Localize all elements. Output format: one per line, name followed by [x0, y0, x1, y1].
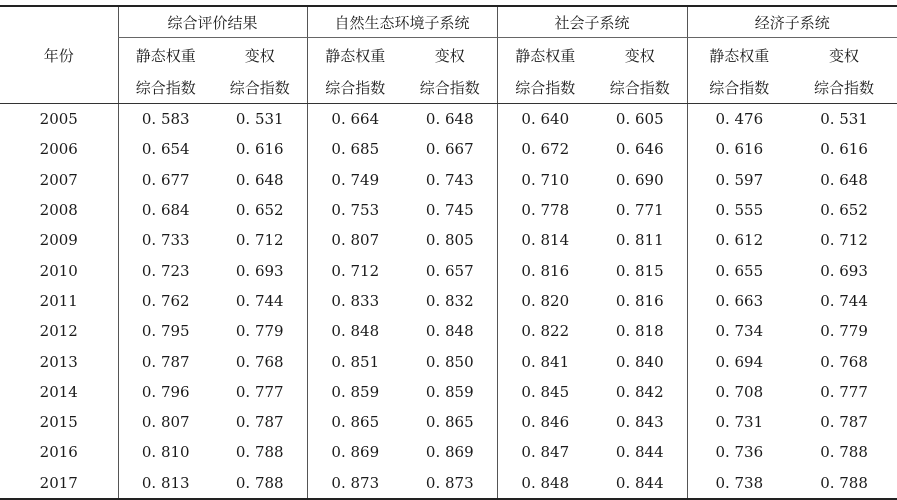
- value-cell: 0. 723: [118, 255, 213, 285]
- value-cell: 0. 844: [593, 468, 687, 499]
- table-row: [0, 316, 897, 346]
- value-cell: 0. 842: [615, 382, 664, 401]
- value-cell: 0. 811: [615, 231, 664, 250]
- value-cell: 0. 777: [235, 382, 284, 401]
- year-header: 年份: [0, 6, 118, 104]
- value-cell: 0. 616: [235, 140, 284, 159]
- group-header-overall: 综合评价结果: [118, 6, 307, 38]
- value-cell: 0. 820: [497, 286, 593, 316]
- year-cell: 2010: [39, 261, 78, 280]
- year-cell: 2011: [39, 291, 78, 310]
- value-cell: 0. 788: [820, 443, 868, 462]
- value-cell: 0. 779: [820, 322, 868, 341]
- table-row: [0, 104, 897, 135]
- value-cell: 0. 733: [118, 225, 213, 255]
- value-cell: 0. 694: [687, 346, 791, 376]
- value-cell: 0. 640: [497, 104, 593, 135]
- value-cell: 0. 848: [497, 468, 593, 499]
- value-cell: 0. 652: [235, 201, 284, 220]
- value-cell: 0. 616: [687, 134, 791, 164]
- value-cell: 0. 795: [118, 316, 213, 346]
- evaluation-table: [0, 5, 897, 500]
- value-cell: 0. 873: [307, 468, 403, 499]
- value-cell: 0. 771: [615, 201, 664, 220]
- value-cell: 0. 841: [497, 346, 593, 376]
- value-cell: 0. 787: [820, 413, 868, 432]
- value-cell: 0. 743: [425, 170, 474, 189]
- value-cell: 0. 654: [118, 134, 213, 164]
- value-cell: 0. 810: [118, 437, 213, 467]
- value-cell: 0. 744: [820, 291, 868, 310]
- value-cell: 0. 612: [687, 225, 791, 255]
- value-cell: 0. 845: [497, 377, 593, 407]
- value-cell: 0. 712: [307, 255, 403, 285]
- value-cell: 0. 731: [687, 407, 791, 437]
- value-cell: 0. 865: [425, 413, 474, 432]
- value-cell: 0. 677: [118, 165, 213, 195]
- value-cell: 0. 690: [615, 170, 664, 189]
- value-cell: 0. 818: [615, 322, 664, 341]
- table-row: [0, 377, 897, 407]
- value-cell: 0. 848: [307, 316, 403, 346]
- value-cell: 0. 813: [118, 468, 213, 499]
- value-cell: 0. 605: [615, 110, 664, 129]
- value-cell: 0. 788: [791, 468, 897, 499]
- value-cell: 0. 684: [118, 195, 213, 225]
- value-cell: 0. 476: [687, 104, 791, 135]
- value-cell: 0. 787: [118, 346, 213, 376]
- value-cell: 0. 667: [425, 140, 474, 159]
- table-row: [0, 225, 897, 255]
- value-cell: 0. 648: [425, 110, 474, 129]
- value-cell: 0. 712: [235, 231, 284, 250]
- composite-index-header: 综合指数: [118, 72, 213, 104]
- table-row: [0, 195, 897, 225]
- value-cell: 0. 815: [615, 261, 664, 280]
- static-weight-header: 静态权重: [687, 38, 791, 73]
- value-cell: 0. 753: [307, 195, 403, 225]
- variable-weight-header: 变权: [434, 46, 465, 65]
- value-cell: 0. 859: [307, 377, 403, 407]
- composite-index-header: 综合指数: [307, 72, 403, 104]
- value-cell: 0. 531: [235, 110, 284, 129]
- value-cell: 0. 844: [615, 443, 664, 462]
- value-cell: 0. 833: [307, 286, 403, 316]
- table-row: [0, 468, 897, 499]
- static-weight-header: 静态权重: [118, 38, 213, 73]
- value-cell: 0. 851: [307, 346, 403, 376]
- value-cell: 0. 685: [307, 134, 403, 164]
- value-cell: 0. 869: [425, 443, 474, 462]
- value-cell: 0. 805: [425, 231, 474, 250]
- value-cell: 0. 816: [497, 255, 593, 285]
- year-cell: 2015: [39, 413, 78, 432]
- value-cell: 0. 843: [615, 413, 664, 432]
- value-cell: 0. 865: [307, 407, 403, 437]
- value-cell: 0. 779: [235, 322, 284, 341]
- table-row: [0, 346, 897, 376]
- year-cell: 2014: [39, 382, 78, 401]
- year-cell: 2007: [39, 170, 78, 189]
- value-cell: 0. 778: [497, 195, 593, 225]
- value-cell: 0. 846: [497, 407, 593, 437]
- value-cell: 0. 850: [425, 352, 474, 371]
- variable-weight-header: 变权: [244, 46, 275, 65]
- table-row: [0, 165, 897, 195]
- value-cell: 0. 796: [118, 377, 213, 407]
- value-cell: 0. 646: [615, 140, 664, 159]
- value-cell: 0. 745: [425, 201, 474, 220]
- composite-index-header: 综合指数: [791, 72, 897, 104]
- value-cell: 0. 663: [687, 286, 791, 316]
- value-cell: 0. 693: [820, 261, 868, 280]
- value-cell: 0. 749: [307, 165, 403, 195]
- year-cell: 2009: [39, 231, 78, 250]
- value-cell: 0. 816: [615, 291, 664, 310]
- variable-weight-header: 变权: [829, 46, 860, 65]
- value-cell: 0. 768: [820, 352, 868, 371]
- value-cell: 0. 832: [425, 291, 474, 310]
- value-cell: 0. 738: [687, 468, 791, 499]
- value-cell: 0. 652: [820, 201, 868, 220]
- value-cell: 0. 807: [307, 225, 403, 255]
- variable-weight-header: 变权: [624, 46, 655, 65]
- table-row: [0, 286, 897, 316]
- composite-index-header: 综合指数: [403, 72, 497, 104]
- composite-index-header: 综合指数: [213, 72, 307, 104]
- value-cell: 0. 788: [213, 468, 307, 499]
- table-row: [0, 134, 897, 164]
- value-cell: 0. 655: [687, 255, 791, 285]
- value-cell: 0. 693: [235, 261, 284, 280]
- composite-index-header: 综合指数: [593, 72, 687, 104]
- composite-index-header: 综合指数: [687, 72, 791, 104]
- value-cell: 0. 648: [235, 170, 284, 189]
- value-cell: 0. 777: [820, 382, 868, 401]
- year-cell: 2012: [39, 322, 78, 341]
- value-cell: 0. 583: [118, 104, 213, 135]
- value-cell: 0. 847: [497, 437, 593, 467]
- year-cell: 2017: [0, 468, 118, 499]
- year-cell: 2008: [39, 201, 78, 220]
- value-cell: 0. 597: [687, 165, 791, 195]
- value-cell: 0. 531: [820, 110, 868, 129]
- value-cell: 0. 555: [687, 195, 791, 225]
- value-cell: 0. 787: [235, 413, 284, 432]
- value-cell: 0. 736: [687, 437, 791, 467]
- value-cell: 0. 616: [820, 140, 868, 159]
- value-cell: 0. 710: [497, 165, 593, 195]
- value-cell: 0. 869: [307, 437, 403, 467]
- year-cell: 2006: [39, 140, 78, 159]
- table-body: [0, 104, 897, 499]
- group-header-ecology: 自然生态环境子系统: [307, 6, 497, 38]
- value-cell: 0. 762: [118, 286, 213, 316]
- value-cell: 0. 768: [235, 352, 284, 371]
- value-cell: 0. 657: [425, 261, 474, 280]
- value-cell: 0. 648: [820, 170, 868, 189]
- value-cell: 0. 712: [820, 231, 868, 250]
- year-cell: 2005: [39, 110, 78, 129]
- value-cell: 0. 848: [425, 322, 474, 341]
- table-row: [0, 255, 897, 285]
- year-cell: 2016: [39, 443, 78, 462]
- static-weight-header: 静态权重: [307, 38, 403, 73]
- value-cell: 0. 744: [235, 291, 284, 310]
- value-cell: 0. 873: [403, 468, 497, 499]
- value-cell: 0. 822: [497, 316, 593, 346]
- table-row: [0, 437, 897, 467]
- group-header-economic: 经济子系统: [687, 6, 897, 38]
- value-cell: 0. 664: [307, 104, 403, 135]
- group-header-social: 社会子系统: [497, 6, 687, 38]
- value-cell: 0. 814: [497, 225, 593, 255]
- value-cell: 0. 734: [687, 316, 791, 346]
- composite-index-header: 综合指数: [497, 72, 593, 104]
- value-cell: 0. 859: [425, 382, 474, 401]
- value-cell: 0. 840: [615, 352, 664, 371]
- value-cell: 0. 672: [497, 134, 593, 164]
- year-cell: 2013: [39, 352, 78, 371]
- value-cell: 0. 788: [235, 443, 284, 462]
- value-cell: 0. 807: [118, 407, 213, 437]
- value-cell: 0. 708: [687, 377, 791, 407]
- table-row: [0, 407, 897, 437]
- static-weight-header: 静态权重: [497, 38, 593, 73]
